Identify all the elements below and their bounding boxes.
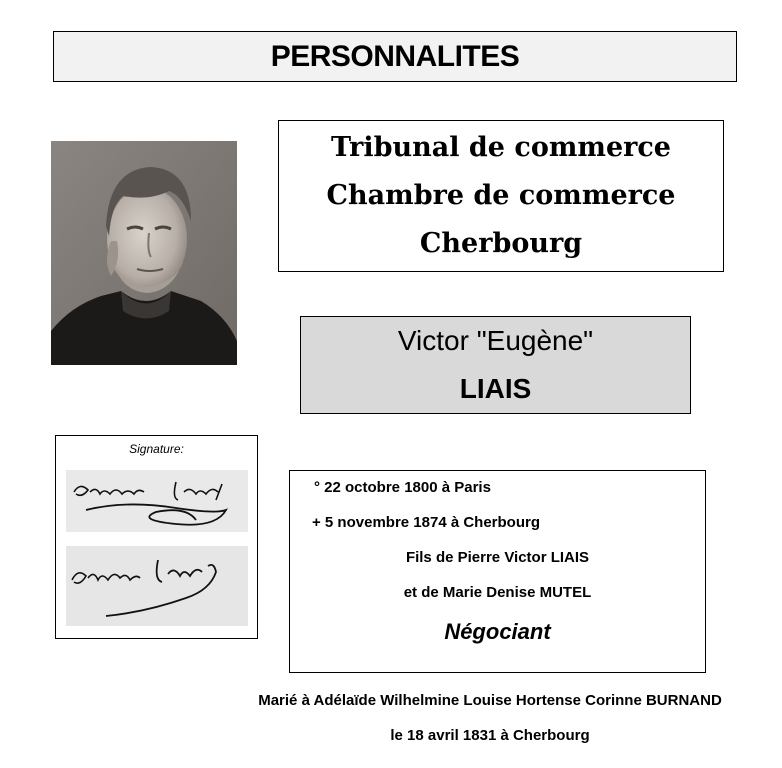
marriage-line-2: le 18 avril 1831 à Cherbourg [390,727,590,744]
signature-image-1 [66,470,248,532]
portrait-photo [51,141,237,365]
institution-line-1: Tribunal de commerce [331,132,671,163]
signature-label: Signature: [129,442,184,456]
death-info: + 5 novembre 1874 à Cherbourg [312,514,541,531]
institution-line-3: Cherbourg [419,228,583,259]
details-box [289,470,706,673]
person-given-names: Victor "Eugène" [397,325,594,356]
person-surname: LIAIS [459,373,532,404]
signature-image-2 [66,546,248,626]
institution-box [278,120,724,272]
person-name-box [300,316,691,414]
institution-line-2: Chambre de commerce [326,180,676,211]
mother-info: et de Marie Denise MUTEL [403,584,592,601]
profession: Négociant [444,619,551,644]
marriage-line-1: Marié à Adélaïde Wilhelmine Louise Hortense Corinne BURNAND [258,692,722,709]
page-title: PERSONNALITES [53,31,737,82]
birth-info: ° 22 octobre 1800 à Paris [314,479,491,496]
signature-box [55,435,258,639]
father-info: Fils de Pierre Victor LIAIS [405,549,590,566]
